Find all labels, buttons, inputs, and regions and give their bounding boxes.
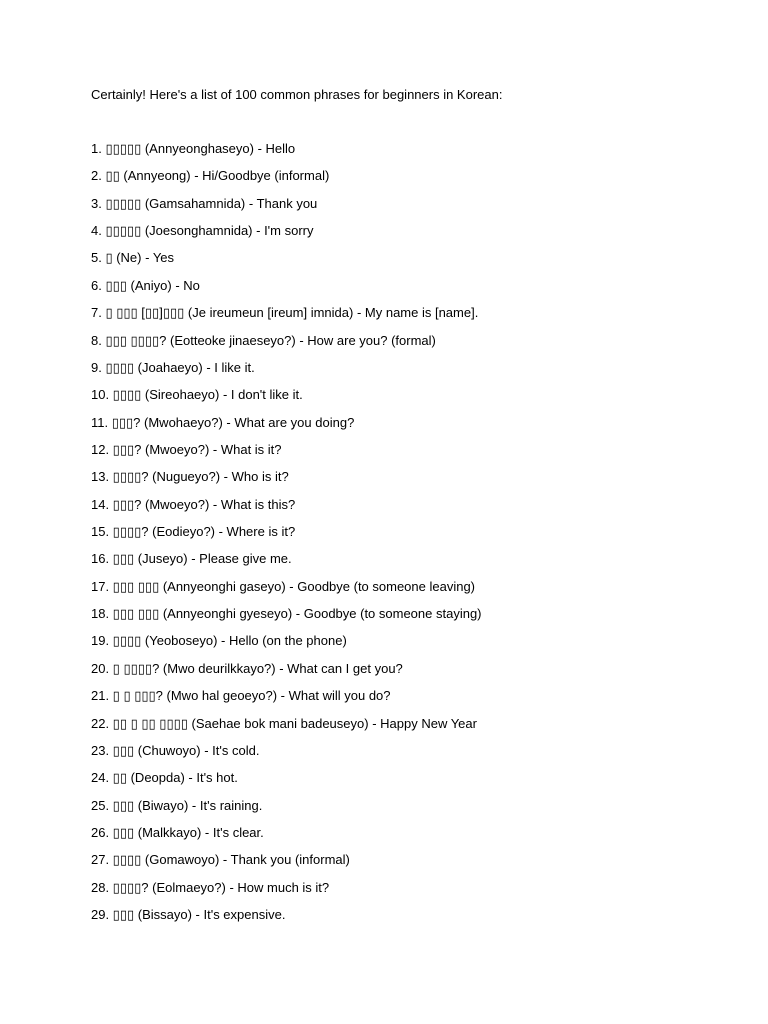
list-item: 28. ▯▯▯▯? (Eolmaeyo?) - How much is it?: [91, 879, 330, 895]
list-item: 13. ▯▯▯▯? (Nugueyo?) - Who is it?: [91, 469, 289, 485]
list-item: 5. ▯ (Ne) - Yes: [91, 250, 175, 266]
list-item: 16. ▯▯▯ (Juseyo) - Please give me.: [91, 551, 292, 567]
phrase-list: [91, 140, 482, 933]
list-item: 22. ▯▯ ▯ ▯▯ ▯▯▯▯ (Saehae bok mani badeuseyo) - Happy New Year: [91, 715, 477, 731]
list-item: 2. ▯▯ (Annyeong) - Hi/Goodbye (informal): [91, 168, 330, 184]
list-item: 6. ▯▯▯ (Aniyo) - No: [91, 277, 200, 293]
list-item: 27. ▯▯▯▯ (Gomawoyo) - Thank you (informal): [91, 852, 350, 868]
list-item: 23. ▯▯▯ (Chuwoyo) - It's cold.: [91, 742, 260, 758]
list-item: 8. ▯▯▯ ▯▯▯▯? (Eotteoke jinaeseyo?) - How are you? (formal): [91, 332, 436, 348]
list-item: 3. ▯▯▯▯▯ (Gamsahamnida) - Thank you: [91, 195, 318, 211]
list-item: 24. ▯▯ (Deopda) - It's hot.: [91, 770, 238, 786]
list-item: 20. ▯ ▯▯▯▯? (Mwo deurilkkayo?) - What can I get you?: [91, 660, 403, 676]
list-item: 19. ▯▯▯▯ (Yeoboseyo) - Hello (on the phone): [91, 633, 347, 649]
list-item: 18. ▯▯▯ ▯▯▯ (Annyeonghi gyeseyo) - Goodbye (to someone staying): [91, 606, 482, 622]
intro-text: Certainly! Here's a list of 100 common phrases for beginners in Korean:: [91, 87, 503, 102]
list-item: 1. ▯▯▯▯▯ (Annyeonghaseyo) - Hello: [91, 141, 296, 156]
list-item: 29. ▯▯▯ (Bissayo) - It's expensive.: [91, 907, 286, 923]
list-item: 25. ▯▯▯ (Biwayo) - It's raining.: [91, 797, 263, 813]
list-item: 9. ▯▯▯▯ (Joahaeyo) - I like it.: [91, 359, 255, 375]
list-item: 14. ▯▯▯? (Mwoeyo?) - What is this?: [91, 496, 296, 512]
list-item: 17. ▯▯▯ ▯▯▯ (Annyeonghi gaseyo) - Goodbye (to someone leaving): [91, 578, 476, 594]
list-item: 26. ▯▯▯ (Malkkayo) - It's clear.: [91, 824, 264, 840]
list-item: 11. ▯▯▯? (Mwohaeyo?) - What are you doing?: [91, 414, 355, 430]
list-item: 4. ▯▯▯▯▯ (Joesonghamnida) - I'm sorry: [91, 223, 314, 239]
list-item: 21. ▯ ▯ ▯▯▯? (Mwo hal geoeyo?) - What will you do?: [91, 688, 391, 704]
list-item: 10. ▯▯▯▯ (Sireohaeyo) - I don't like it.: [91, 387, 303, 403]
list-item: 15. ▯▯▯▯? (Eodieyo?) - Where is it?: [91, 524, 296, 540]
list-item: 7. ▯ ▯▯▯ [▯▯]▯▯▯ (Je ireumeun [ireum] imnida) - My name is [name].: [91, 305, 479, 321]
list-item: 12. ▯▯▯? (Mwoeyo?) - What is it?: [91, 441, 282, 457]
